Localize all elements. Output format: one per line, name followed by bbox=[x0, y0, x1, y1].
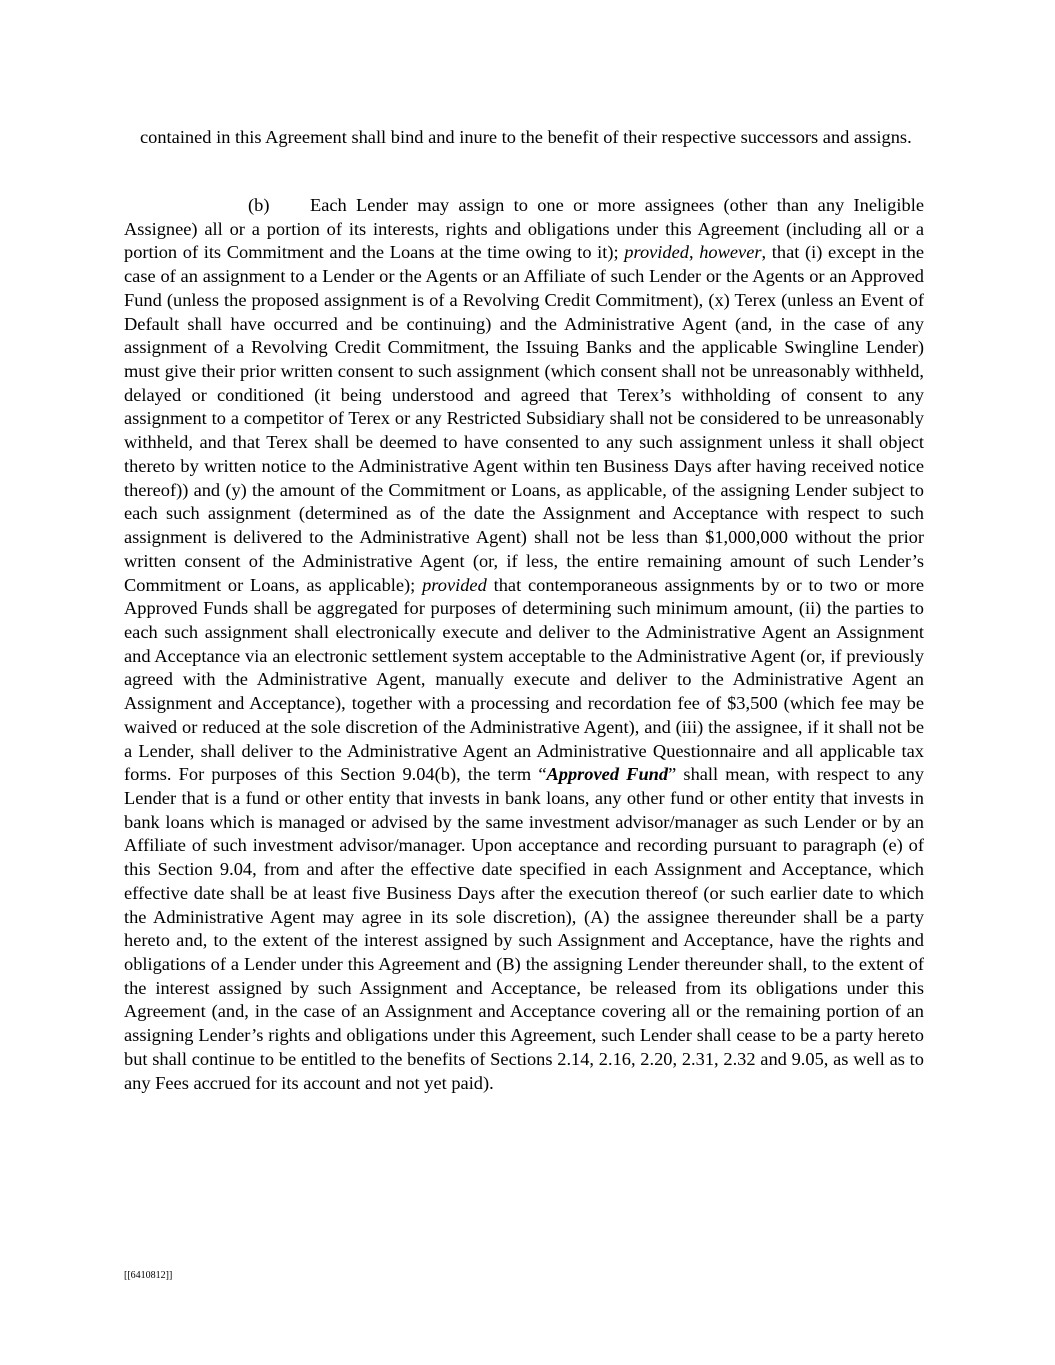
paragraph-b-text-5: ” shall mean, with respect to any Lender that is a fund or other entity that invests in bank loans, any other fund or other entity that invests in bank loans which is managed or advised by the same investment advisor/manager as such Lender or by an Affiliate of such investment advisor/manager. Upon acceptance and recording pursuant to paragraph (e) of this Section 9.04, from and after the effective date specified in each Assignment and Acceptance, which effective date shall be at least five Business Days after the execution thereof (or such earlier date to which the Administrative Agent may agree in its sole discretion), (A) the assignee thereunder shall be a party hereto and, to the extent of the interest assigned by such Assignment and Acceptance, have the rights and obligations of a Lender under this Agreement and (B) the assigning Lender thereunder shall, to the extent of the interest assigned by such Assignment and Acceptance, be released from its obligations under this Agreement (and, in the case of an Assignment and Acceptance covering all or the remaining portion of an assigning Lender’s rights and obligations under this Agreement, such Lender shall cease to be a party hereto but shall continue to be entitled to the benefits of Sections 2.14, 2.16, 2.20, 2.31, 2.32 and 9.05, as well as to any Fees accrued for its account and not yet paid). bbox=[124, 764, 924, 1093]
continuation-paragraph: contained in this Agreement shall bind and inure to the benefit of their respective successors and assigns. bbox=[140, 127, 912, 147]
paragraph-b-text-2: , bbox=[688, 242, 700, 263]
however-italic: however bbox=[699, 242, 762, 263]
paragraph-b-text-1: Each Lender may assign to one or more assignees (other than any Ineligible Assignee) all or a portion of its interests, rights and obligations under this Agreement (including all or a portion of its Commitment and the Loans at the time owing to it); bbox=[124, 195, 924, 263]
defined-term-approved-fund: Approved Fund bbox=[546, 764, 669, 785]
provided-italic-1: provided bbox=[624, 242, 689, 263]
paragraph-b-text-4: that contemporaneous assignments by or to two or more Approved Funds shall be aggregated for purposes of determining such minimum amount, (ii) the parties to each such assignment shall electronically execute and deliver to the Administrative Agent an Assignment and Acceptance via an electronic settlement system acceptable to the Administrative Agent (or, if previously agreed with the Administrative Agent, manually execute and deliver to the Administrative Agent an Assignment and Acceptance), together with a processing and recordation fee of $3,500 (which fee may be waived or reduced at the sole discretion of the Administrative Agent), and (iii) the assignee, if it shall not be a Lender, shall deliver to the Administrative Agent an Administrative Questionnaire and all applicable tax forms. For purposes of this Section 9.04(b), the term “ bbox=[124, 574, 924, 785]
provided-italic-2: provided bbox=[422, 574, 487, 595]
paragraph-b-text-3: , that (i) except in the case of an assignment to a Lender or the Agents or an Affiliate of such Lender or the Agents or an Approved Fund (unless the proposed assignment is of a Revolving Credit Commitment), (x) Terex (unless an Event of Default shall have occurred and be continuing) and the Administrative Agent (and, in the case of any assignment of a Revolving Credit Commitment, the Issuing Banks and the applicable Swingline Lender) must give their prior written consent to such assignment (which consent shall not be unreasonably withheld, delayed or conditioned (it being understood and agreed that Terex’s withholding of consent to any assignment to a competitor of Terex or any Restricted Subsidiary shall not be considered to be unreasonably withheld, and that Terex shall be deemed to have consented to any such assignment unless it shall object thereto by written notice to the Administrative Agent within ten Business Days after having received notice thereof)) and (y) the amount of the Commitment or Loans, as applicable, of the assigning Lender subject to each such assignment (determined as of the date the Assignment and Acceptance with respect to such assignment is delivered to the Administrative Agent) shall not be less than $1,000,000 without the prior written consent of the Administrative Agent (or, if less, the entire remaining amount of such Lender’s Commitment or Loans, as applicable); bbox=[124, 242, 925, 595]
paragraph-b bbox=[124, 194, 924, 1095]
paragraph-b-label: (b) bbox=[248, 195, 270, 215]
document-footer-id: [[6410812]] bbox=[124, 1270, 173, 1281]
